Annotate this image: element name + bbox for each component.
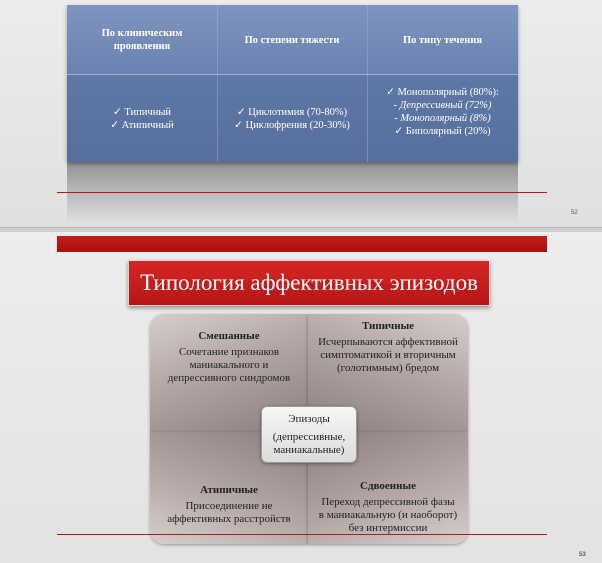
quadrant-text: Переход депрессивной фазы в маниакальную (и наоборот) без интермиссии [318, 496, 458, 534]
table-cell-line: ✓ Атипичный [110, 119, 174, 131]
table-cell-line: ✓ Типичный [112, 106, 171, 118]
table-cell-line: ✓ Циклофрения (20-30%) [234, 119, 350, 131]
slide-52 [0, 0, 602, 228]
table-header-course: По типу течения [402, 34, 483, 46]
table-cell-clinical [67, 75, 217, 162]
quadrant-title: Смешанные [198, 330, 260, 342]
page-number: 52 [571, 210, 578, 216]
episodes-center-box [261, 406, 357, 463]
quadrant-text: Сочетание признаков маниакального и депрессивного синдромов [167, 346, 291, 384]
quadrant-title: Сдвоенные [360, 480, 416, 492]
center-label: Эпизоды [288, 413, 330, 425]
quadrant-text: Присоединение не аффективных расстройств [167, 500, 291, 525]
divider-line [57, 192, 547, 193]
slide-title: Типология аффективных эпизодов [128, 260, 490, 306]
table-cell-severity [217, 75, 367, 162]
table-reflection [67, 162, 518, 224]
divider-line [57, 534, 547, 535]
quadrant-title: Атипичные [200, 484, 258, 496]
quadrant-text: Исчерпываются аффективной симптоматикой и вторичным (голотимным) бредом [318, 336, 458, 374]
center-sublabel: (депрессивные, маниакальные) [272, 431, 346, 456]
page-number: 53 [579, 552, 586, 558]
table-header-severity: По степени тяжести [244, 34, 340, 46]
slide-53 [0, 232, 602, 563]
quadrant-title: Типичные [361, 320, 415, 332]
table-cell-line: ✓ Циклотимия (70-80%) [236, 106, 348, 118]
table-header-clinical: По клиническим проявления [101, 28, 183, 52]
table-cell-line: ✓ Монополярный (80%): [386, 86, 499, 98]
top-red-bar [57, 236, 547, 252]
table-cell-course [367, 75, 518, 162]
classification-table [67, 5, 518, 162]
table-cell-line: ✓ Биполярный (20%) [394, 125, 491, 137]
table-cell-line: - Монополярный (8%) [394, 112, 491, 124]
table-cell-line: - Депрессивный (72%) [393, 99, 492, 111]
